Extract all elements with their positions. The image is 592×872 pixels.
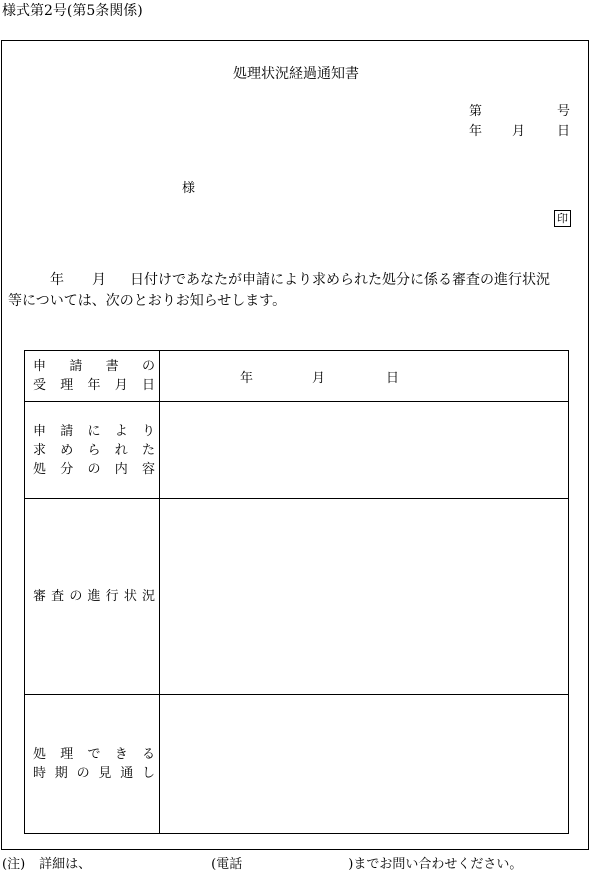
row-label-line: 処理できる (33, 747, 155, 762)
table-row-expected-completion (25, 695, 569, 834)
row-label-line: 申請により (33, 423, 155, 439)
receipt-date-field[interactable] (160, 351, 569, 402)
number-prefix: 第 (469, 104, 483, 119)
note-phone-close: )までお問い合わせください。 (348, 857, 523, 872)
receipt-year: 年 (240, 371, 254, 386)
seal-mark: 印 (554, 210, 571, 227)
header-date-day: 日 (557, 124, 571, 139)
number-suffix: 号 (557, 104, 571, 119)
row-label (25, 351, 160, 402)
form-number: 様式第2号(第5条関係) (2, 3, 143, 19)
document-title: 処理状況経過通知書 (233, 66, 359, 82)
header-date-year: 年 (469, 124, 483, 139)
table-row-requested-disposition (25, 402, 569, 499)
table-row-receipt-date (25, 351, 569, 402)
header-date-month: 月 (512, 124, 526, 139)
row-label-line: 処分の内容 (33, 461, 155, 477)
expected-completion-field[interactable] (160, 695, 569, 834)
note-phone-open: (電話 (211, 857, 243, 872)
row-label (25, 695, 160, 834)
body-text-line2: 等については、次のとおりお知らせします。 (8, 293, 287, 309)
body-month: 月 (92, 272, 106, 288)
requested-disposition-field[interactable] (160, 402, 569, 499)
receipt-month: 月 (312, 371, 326, 386)
note-prefix: (注) (2, 857, 26, 872)
addressee-suffix: 様 (182, 181, 196, 196)
row-label-line: 審査の進行状況 (33, 589, 155, 604)
row-label-line: 時期の見通し (33, 766, 155, 781)
status-table (24, 350, 569, 834)
row-label-line: 申請書の (33, 359, 155, 374)
notice-body-line1 (8, 270, 588, 291)
row-label (25, 402, 160, 499)
body-text-line1: 日付けであなたが申請により求められた処分に係る審査の進行状況 (130, 272, 550, 288)
review-progress-field[interactable] (160, 499, 569, 695)
table-row-review-progress (25, 499, 569, 695)
row-label (25, 499, 160, 695)
receipt-day: 日 (386, 371, 400, 386)
footnote (2, 853, 522, 872)
notice-body (8, 270, 588, 312)
row-label-line: 求められた (33, 442, 155, 458)
body-year: 年 (50, 272, 64, 288)
note-detail: 詳細は、 (39, 857, 92, 872)
row-label-line: 受理年月日 (33, 378, 155, 393)
